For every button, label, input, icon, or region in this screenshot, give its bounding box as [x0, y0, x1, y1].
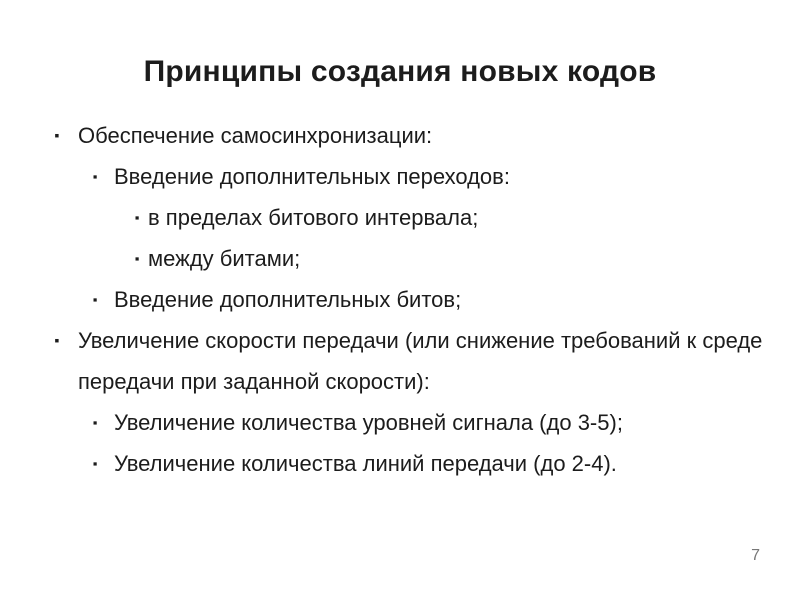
bullet-list [50, 115, 770, 484]
list-item [50, 156, 770, 197]
list-item [50, 115, 770, 156]
list-item [50, 443, 770, 484]
list-item [50, 402, 770, 443]
list-item-text: Введение дополнительных переходов: [114, 164, 510, 189]
list-item-text: между битами; [148, 246, 301, 271]
list-item-text: Увеличение количества линий передачи (до 2-4). [114, 451, 617, 476]
list-item-text: в пределах битового интервала; [148, 205, 479, 230]
list-item [50, 197, 770, 238]
list-item [50, 320, 770, 402]
list-item [50, 279, 770, 320]
bullet-icon: ▪ [92, 456, 98, 471]
bullet-icon: ▪ [92, 292, 98, 307]
list-item-text: Введение дополнительных битов; [114, 287, 462, 312]
list-item [50, 238, 770, 279]
list-item-text: Обеспечение самосинхронизации: [78, 123, 433, 148]
bullet-icon: ▪ [92, 169, 98, 184]
bullet-icon: ▪ [54, 332, 60, 348]
bullet-icon: ▪ [54, 127, 60, 143]
bullet-icon: ▪ [134, 210, 140, 225]
list-item-text: Увеличение количества уровней сигнала (до 3-5); [114, 410, 623, 435]
list-item-text: Увеличение скорости передачи (или снижение требований к среде передачи при заданной скорости): [78, 328, 763, 394]
bullet-icon: ▪ [134, 251, 140, 266]
page-number: 7 [751, 547, 760, 564]
bullet-icon: ▪ [92, 415, 98, 430]
slide-title: Принципы создания новых кодов [143, 55, 657, 88]
